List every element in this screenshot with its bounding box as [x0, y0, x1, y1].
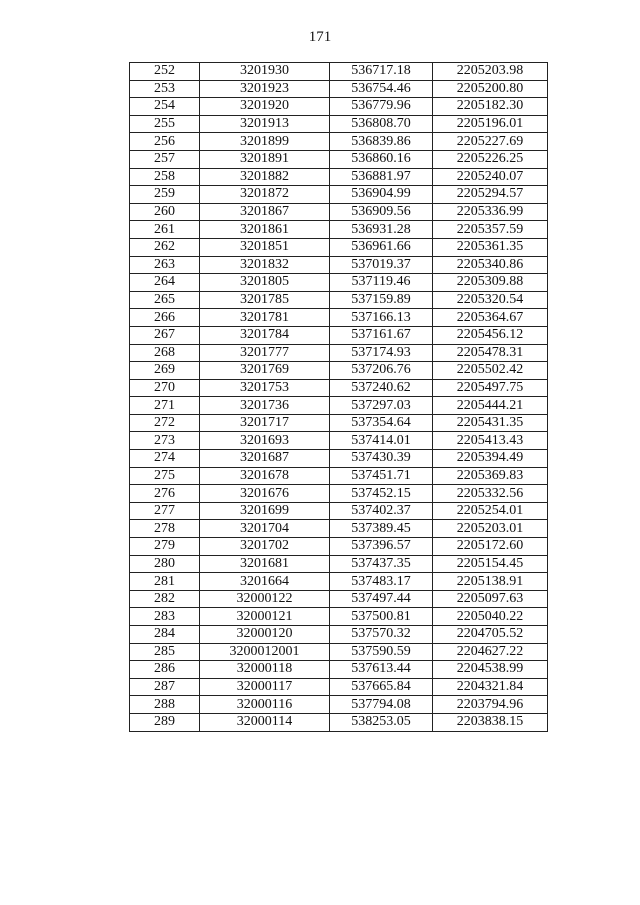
table-row: [130, 713, 548, 731]
table-row: [130, 274, 548, 292]
point-id-cell: 32000120: [200, 626, 330, 644]
x-coordinate-cell: 537166.13: [330, 309, 433, 327]
table-row: [130, 256, 548, 274]
y-coordinate-cell: 2204705.52: [433, 626, 548, 644]
y-coordinate-cell: 2205200.80: [433, 80, 548, 98]
table-row: [130, 309, 548, 327]
point-id-cell: 3201867: [200, 203, 330, 221]
point-id-cell: 3201785: [200, 291, 330, 309]
table-row: [130, 115, 548, 133]
table-row: [130, 467, 548, 485]
point-id-cell: 32000121: [200, 608, 330, 626]
x-coordinate-cell: 537414.01: [330, 432, 433, 450]
table-row: [130, 133, 548, 151]
point-number-cell: 281: [130, 573, 200, 591]
point-id-cell: 3201769: [200, 362, 330, 380]
table-row: [130, 80, 548, 98]
x-coordinate-cell: 536779.96: [330, 98, 433, 116]
table-row: [130, 661, 548, 679]
point-number-cell: 285: [130, 643, 200, 661]
point-number-cell: 262: [130, 238, 200, 256]
y-coordinate-cell: 2205431.35: [433, 414, 548, 432]
x-coordinate-cell: 536754.46: [330, 80, 433, 98]
point-id-cell: 3201930: [200, 63, 330, 81]
x-coordinate-cell: 536909.56: [330, 203, 433, 221]
x-coordinate-cell: 537590.59: [330, 643, 433, 661]
y-coordinate-cell: 2205364.67: [433, 309, 548, 327]
table-row: [130, 590, 548, 608]
x-coordinate-cell: 538253.05: [330, 713, 433, 731]
x-coordinate-cell: 537613.44: [330, 661, 433, 679]
y-coordinate-cell: 2205478.31: [433, 344, 548, 362]
point-id-cell: 3201678: [200, 467, 330, 485]
x-coordinate-cell: 537500.81: [330, 608, 433, 626]
y-coordinate-cell: 2204538.99: [433, 661, 548, 679]
point-number-cell: 264: [130, 274, 200, 292]
point-number-cell: 287: [130, 678, 200, 696]
table-row: [130, 502, 548, 520]
y-coordinate-cell: 2205254.01: [433, 502, 548, 520]
x-coordinate-cell: 537665.84: [330, 678, 433, 696]
y-coordinate-cell: 2205340.86: [433, 256, 548, 274]
point-id-cell: 3201913: [200, 115, 330, 133]
table-row: [130, 485, 548, 503]
x-coordinate-cell: 537159.89: [330, 291, 433, 309]
point-id-cell: 3201781: [200, 309, 330, 327]
table-row: [130, 63, 548, 81]
point-number-cell: 282: [130, 590, 200, 608]
x-coordinate-cell: 537451.71: [330, 467, 433, 485]
y-coordinate-cell: 2205361.35: [433, 238, 548, 256]
table-row: [130, 608, 548, 626]
point-id-cell: 3201676: [200, 485, 330, 503]
point-number-cell: 257: [130, 150, 200, 168]
point-number-cell: 289: [130, 713, 200, 731]
point-id-cell: 3201920: [200, 98, 330, 116]
point-id-cell: 32000114: [200, 713, 330, 731]
point-number-cell: 279: [130, 538, 200, 556]
point-number-cell: 266: [130, 309, 200, 327]
table-row: [130, 150, 548, 168]
point-number-cell: 267: [130, 326, 200, 344]
y-coordinate-cell: 2203794.96: [433, 696, 548, 714]
y-coordinate-cell: 2205294.57: [433, 186, 548, 204]
y-coordinate-cell: 2205497.75: [433, 379, 548, 397]
y-coordinate-cell: 2205444.21: [433, 397, 548, 415]
point-id-cell: 3201753: [200, 379, 330, 397]
x-coordinate-cell: 537206.76: [330, 362, 433, 380]
y-coordinate-cell: 2205203.01: [433, 520, 548, 538]
table-row: [130, 414, 548, 432]
x-coordinate-cell: 537794.08: [330, 696, 433, 714]
point-number-cell: 254: [130, 98, 200, 116]
point-number-cell: 278: [130, 520, 200, 538]
table-row: [130, 362, 548, 380]
y-coordinate-cell: 2205227.69: [433, 133, 548, 151]
table-row: [130, 555, 548, 573]
table-row: [130, 291, 548, 309]
x-coordinate-cell: 537402.37: [330, 502, 433, 520]
x-coordinate-cell: 536717.18: [330, 63, 433, 81]
x-coordinate-cell: 537240.62: [330, 379, 433, 397]
point-number-cell: 274: [130, 450, 200, 468]
y-coordinate-cell: 2205196.01: [433, 115, 548, 133]
point-id-cell: 3201681: [200, 555, 330, 573]
point-id-cell: 3201736: [200, 397, 330, 415]
y-coordinate-cell: 2205040.22: [433, 608, 548, 626]
point-number-cell: 260: [130, 203, 200, 221]
table-body: [130, 63, 548, 732]
x-coordinate-cell: 537396.57: [330, 538, 433, 556]
table-row: [130, 98, 548, 116]
table-row: [130, 397, 548, 415]
point-id-cell: 3201891: [200, 150, 330, 168]
x-coordinate-cell: 536839.86: [330, 133, 433, 151]
point-number-cell: 277: [130, 502, 200, 520]
table-row: [130, 678, 548, 696]
y-coordinate-cell: 2205203.98: [433, 63, 548, 81]
y-coordinate-cell: 2204627.22: [433, 643, 548, 661]
point-number-cell: 270: [130, 379, 200, 397]
point-number-cell: 286: [130, 661, 200, 679]
point-number-cell: 256: [130, 133, 200, 151]
x-coordinate-cell: 537019.37: [330, 256, 433, 274]
y-coordinate-cell: 2205332.56: [433, 485, 548, 503]
table-row: [130, 450, 548, 468]
point-number-cell: 261: [130, 221, 200, 239]
table-row: [130, 696, 548, 714]
y-coordinate-cell: 2205226.25: [433, 150, 548, 168]
table-row: [130, 221, 548, 239]
point-id-cell: 32000118: [200, 661, 330, 679]
x-coordinate-cell: 536961.66: [330, 238, 433, 256]
y-coordinate-cell: 2205456.12: [433, 326, 548, 344]
point-number-cell: 283: [130, 608, 200, 626]
point-number-cell: 273: [130, 432, 200, 450]
point-number-cell: 265: [130, 291, 200, 309]
x-coordinate-cell: 536860.16: [330, 150, 433, 168]
x-coordinate-cell: 537497.44: [330, 590, 433, 608]
y-coordinate-cell: 2205172.60: [433, 538, 548, 556]
table-row: [130, 538, 548, 556]
point-number-cell: 288: [130, 696, 200, 714]
y-coordinate-cell: 2205138.91: [433, 573, 548, 591]
table-row: [130, 344, 548, 362]
point-id-cell: 3201717: [200, 414, 330, 432]
x-coordinate-cell: 537354.64: [330, 414, 433, 432]
y-coordinate-cell: 2205240.07: [433, 168, 548, 186]
y-coordinate-cell: 2205320.54: [433, 291, 548, 309]
point-id-cell: 3201805: [200, 274, 330, 292]
y-coordinate-cell: 2203838.15: [433, 713, 548, 731]
x-coordinate-cell: 536881.97: [330, 168, 433, 186]
point-id-cell: 3201687: [200, 450, 330, 468]
x-coordinate-cell: 537161.67: [330, 326, 433, 344]
x-coordinate-cell: 536931.28: [330, 221, 433, 239]
y-coordinate-cell: 2205502.42: [433, 362, 548, 380]
y-coordinate-cell: 2205336.99: [433, 203, 548, 221]
point-number-cell: 276: [130, 485, 200, 503]
x-coordinate-cell: 537119.46: [330, 274, 433, 292]
x-coordinate-cell: 537570.32: [330, 626, 433, 644]
point-id-cell: 3201777: [200, 344, 330, 362]
point-id-cell: 3200012001: [200, 643, 330, 661]
x-coordinate-cell: 536904.99: [330, 186, 433, 204]
point-number-cell: 255: [130, 115, 200, 133]
table-row: [130, 238, 548, 256]
x-coordinate-cell: 536808.70: [330, 115, 433, 133]
point-id-cell: 3201693: [200, 432, 330, 450]
table-row: [130, 626, 548, 644]
x-coordinate-cell: 537297.03: [330, 397, 433, 415]
point-number-cell: 263: [130, 256, 200, 274]
table-row: [130, 643, 548, 661]
point-number-cell: 259: [130, 186, 200, 204]
page-number: 171: [308, 29, 332, 45]
y-coordinate-cell: 2205154.45: [433, 555, 548, 573]
point-number-cell: 268: [130, 344, 200, 362]
table-row: [130, 203, 548, 221]
point-number-cell: 272: [130, 414, 200, 432]
point-id-cell: 3201704: [200, 520, 330, 538]
table-row: [130, 168, 548, 186]
table-row: [130, 432, 548, 450]
point-id-cell: 32000116: [200, 696, 330, 714]
x-coordinate-cell: 537389.45: [330, 520, 433, 538]
x-coordinate-cell: 537437.35: [330, 555, 433, 573]
point-id-cell: 3201872: [200, 186, 330, 204]
y-coordinate-cell: 2204321.84: [433, 678, 548, 696]
point-id-cell: 3201699: [200, 502, 330, 520]
table-row: [130, 186, 548, 204]
table-row: [130, 520, 548, 538]
y-coordinate-cell: 2205394.49: [433, 450, 548, 468]
point-id-cell: 32000117: [200, 678, 330, 696]
point-id-cell: 3201923: [200, 80, 330, 98]
coordinates-table: [129, 62, 548, 732]
x-coordinate-cell: 537483.17: [330, 573, 433, 591]
y-coordinate-cell: 2205357.59: [433, 221, 548, 239]
point-number-cell: 271: [130, 397, 200, 415]
x-coordinate-cell: 537174.93: [330, 344, 433, 362]
point-id-cell: 3201784: [200, 326, 330, 344]
x-coordinate-cell: 537452.15: [330, 485, 433, 503]
y-coordinate-cell: 2205369.83: [433, 467, 548, 485]
table-row: [130, 326, 548, 344]
point-id-cell: 3201882: [200, 168, 330, 186]
point-id-cell: 32000122: [200, 590, 330, 608]
point-number-cell: 275: [130, 467, 200, 485]
point-id-cell: 3201899: [200, 133, 330, 151]
y-coordinate-cell: 2205413.43: [433, 432, 548, 450]
point-id-cell: 3201832: [200, 256, 330, 274]
y-coordinate-cell: 2205309.88: [433, 274, 548, 292]
point-number-cell: 269: [130, 362, 200, 380]
point-id-cell: 3201702: [200, 538, 330, 556]
table-row: [130, 573, 548, 591]
point-id-cell: 3201861: [200, 221, 330, 239]
x-coordinate-cell: 537430.39: [330, 450, 433, 468]
point-number-cell: 280: [130, 555, 200, 573]
y-coordinate-cell: 2205097.63: [433, 590, 548, 608]
point-id-cell: 3201664: [200, 573, 330, 591]
point-number-cell: 253: [130, 80, 200, 98]
point-number-cell: 252: [130, 63, 200, 81]
y-coordinate-cell: 2205182.30: [433, 98, 548, 116]
point-id-cell: 3201851: [200, 238, 330, 256]
point-number-cell: 284: [130, 626, 200, 644]
table-row: [130, 379, 548, 397]
point-number-cell: 258: [130, 168, 200, 186]
